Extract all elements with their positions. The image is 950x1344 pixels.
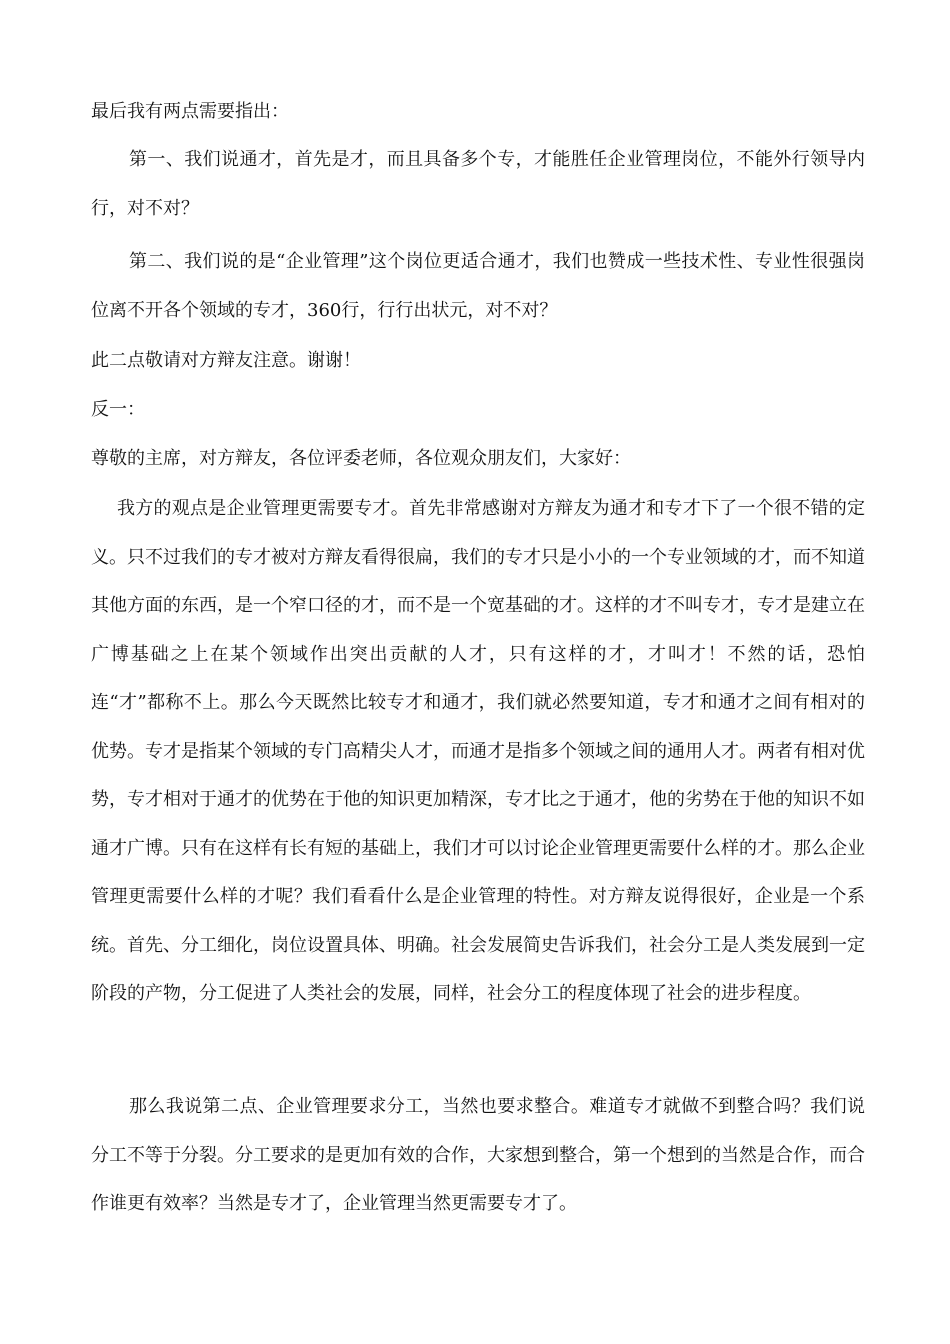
paragraph-notice: 此二点敬请对方辩友注意。谢谢！ [91,350,361,371]
paragraph-speaker-heading: 反一： [91,399,145,420]
paragraph-point-one: 第一、我们说通才，首先是才，而且具备多个专，才能胜任企业管理岗位，不能外行领导内行，对不对？ [91,149,865,219]
paragraph-main-argument: 我方的观点是企业管理更需要专才。首先非常感谢对方辩友为通才和专才下了一个很不错的定义。只不过我们的专才被对方辩友看得很扁，我们的专才只是小小的一个专业领域的才，而不知道其他方面的东西，是一个窄口径的才，而不是一个宽基础的才。这样的才不叫专才，专才是建立在广博基础之上在某个领域作出突出贡献的人才，只有这样的才，才叫才！不然的话，恐怕连“才”都称不上。那么今天既然比较专才和通才，我们就必然要知道，专才和通才之间有相对的优势。专才是指某个领域的专门高精尖人才，而通才是指多个领域之间的通用人才。两者有相对优势，专才相对于通才的优势在于他的知识更加精深，专才比之于通才，他的劣势在于他的知识不如通才广博。只有在这样有长有短的基础上，我们才可以讨论企业管理更需要什么样的才。那么企业管理更需要什么样的才呢？我们看看什么是企业管理的特性。对方辩友说得很好，企业是一个系统。首先、分工细化，岗位设置具体、明确。社会发展简史告诉我们，社会分工是人类发展到一定阶段的产物，分工促进了人类社会的发展，同样，社会分工的程度体现了社会的进步程度。 [91,498,865,1004]
paragraph-greeting: 尊敬的主席，对方辩友，各位评委老师，各位观众朋友们，大家好： [91,448,631,469]
paragraph-point-two: 第二、我们说的是“企业管理”这个岗位更适合通才，我们也赞成一些技术性、专业性很强岗位离不开各个领域的专才，360行，行行出状元，对不对？ [91,251,865,321]
paragraph-intro: 最后我有两点需要指出： [91,101,289,122]
paragraph-second-point: 那么我说第二点、企业管理要求分工，当然也要求整合。难道专才就做不到整合吗？我们说分工不等于分裂。分工要求的是更加有效的合作，大家想到整合，第一个想到的当然是合作，而合作谁更有效率？当然是专才了，企业管理当然更需要专才了。 [91,1096,865,1214]
